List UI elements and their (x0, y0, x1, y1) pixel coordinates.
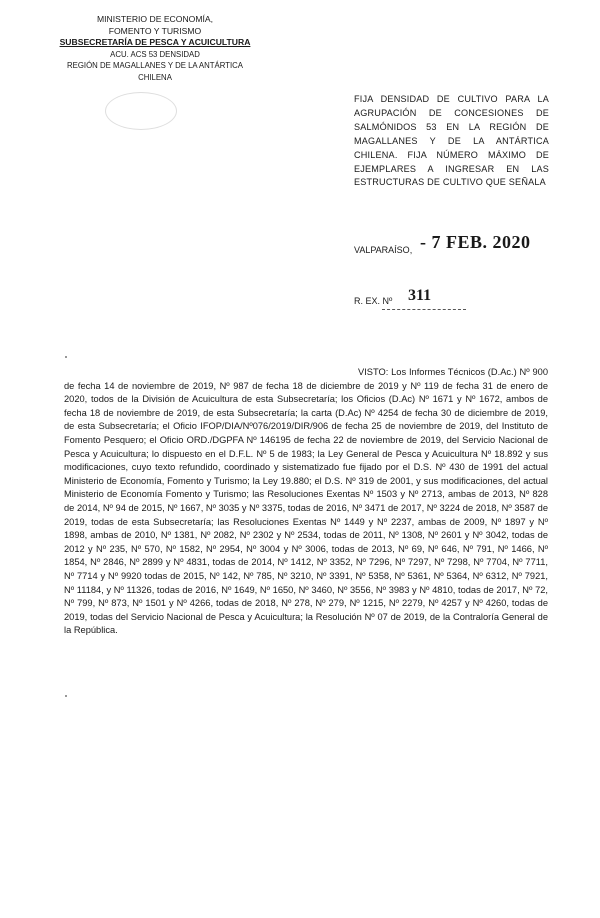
visto-text: VISTO: Los Informes Técnicos (D.Ac.) Nº 900 de fecha 14 de noviembre de 2019, Nº 987 de fecha 18 de diciembre de 2019 y Nº 119 de fecha 31 de enero de 2020, todos de la División de Acuicultura de esta Subsecretaría; los Oficios (D.Ac) Nº 1671 y Nº 1672, ambos de fecha 18 de noviembre de 2019, de esta Subsecretaría; la carta (D.Ac) Nº 4254 de fecha 30 de diciembre de 2019, de esta Subsecretaría; el Oficio IFOP/DIA/Nº076/2019/DIR/906 de fecha 25 de noviembre de 2019, del Instituto de Fomento Pesquero; el Oficio ORD./DGPFA Nº 146195 de fecha 22 de noviembre de 2019, del Servicio Nacional de Pesca y Acuicultura; lo dispuesto en el D.F.L. Nº 5 de 1983; la Ley General de Pesca y Acuicultura Nº 18.892 y sus modificaciones, cuyo texto refundido, coordinado y sistematizado fue fijado por el D.S. Nº 430 de 1991 del actual Ministerio de Economía, Fomento y Turismo; la Ley 19.880; el D.S. Nº 319 de 2001, y sus modificaciones, del actual Ministerio de Economía Fomento y Turismo; las Resoluciones Exentas Nº 1503 y Nº 2713, ambas de 2013, Nº 828 de 2014, Nº 94 de 2015, Nº 1667, Nº 3035 y Nº 3375, todas de 2016, Nº 3471 de 2017, Nº 3224 de 2018, Nº 3587 de 2019, todas de esta Subsecretaría; las Resoluciones Exentas Nº 1449 y Nº 2237, ambas de 2009, Nº 1897 y Nº 1898, ambas de 2010, Nº 1381, Nº 2082, Nº 2302 y Nº 2534, todas de 2011, Nº 1308, Nº 2601 y Nº 3042, todas de 2012 y Nº 235, Nº 570, Nº 1582, Nº 2954, Nº 3004 y Nº 3006, todas de 2013, Nº 69, Nº 646, Nº 791, Nº 1466, Nº 1854, Nº 2846, Nº 2899 y Nº 4831, todas de 2014, Nº 1412, Nº 3352, Nº 7296, Nº 7297, Nº 7298, Nº 7704, Nº 7711, Nº 7714 y Nº 9920 todas de 2015, Nº 142, Nº 785, Nº 3210, Nº 3391, Nº 5358, Nº 5361, Nº 5364, Nº 6312, Nº 7921, Nº 11184, y Nº 11326, todas de 2016, Nº 1649, Nº 1650, Nº 3460, Nº 3556, Nº 3983 y Nº 4810, todas de 2017, Nº 72, Nº 799, Nº 873, Nº 1501 y Nº 4266, todas de 2018, Nº 278, Nº 279, Nº 1215, Nº 2279, Nº 4257 y Nº 4260, todas de 2019, todas del Servicio Nacional de Pesca y Acuicultura; la Resolución Nº 07 de 2019, de la Contraloría General de la República. (64, 367, 548, 636)
place-label: VALPARAÍSO, (354, 245, 413, 255)
file-reference: ACU. ACS 53 DENSIDAD (110, 49, 200, 59)
visto-paragraph (64, 366, 548, 638)
ministry-name-2: FOMENTO Y TURISMO (108, 25, 202, 36)
faded-stamp (105, 92, 177, 130)
title-last-line: ESTRUCTURAS DE CULTIVO QUE SEÑALA (354, 177, 546, 188)
ministry-header (50, 14, 260, 84)
resolution-number: 311 (408, 287, 432, 304)
margin-mark (65, 695, 67, 697)
margin-mark (65, 356, 67, 358)
resolution-underline (382, 309, 466, 310)
resolution-label: R. EX. Nº (354, 296, 393, 306)
undersecretariat-name: SUBSECRETARÍA DE PESCA Y ACUICULTURA (59, 37, 251, 48)
region-name: REGIÓN DE MAGALLANES Y DE LA ANTÁRTICA CHILENA (67, 61, 243, 82)
title-text: FIJA DENSIDAD DE CULTIVO PARA LA AGRUPACIÓN DE CONCESIONES DE SALMÓNIDOS 53 EN LA REGIÓN DE MAGALLANES Y DE LA ANTÁRTICA CHILENA. FIJA NÚMERO MÁXIMO DE EJEMPLARES A INGRESAR EN LAS (354, 94, 549, 174)
date-stamp: - 7 FEB. 2020 (420, 232, 531, 252)
resolution-title (354, 93, 549, 190)
ministry-name: MINISTERIO DE ECONOMÍA, (96, 14, 214, 24)
